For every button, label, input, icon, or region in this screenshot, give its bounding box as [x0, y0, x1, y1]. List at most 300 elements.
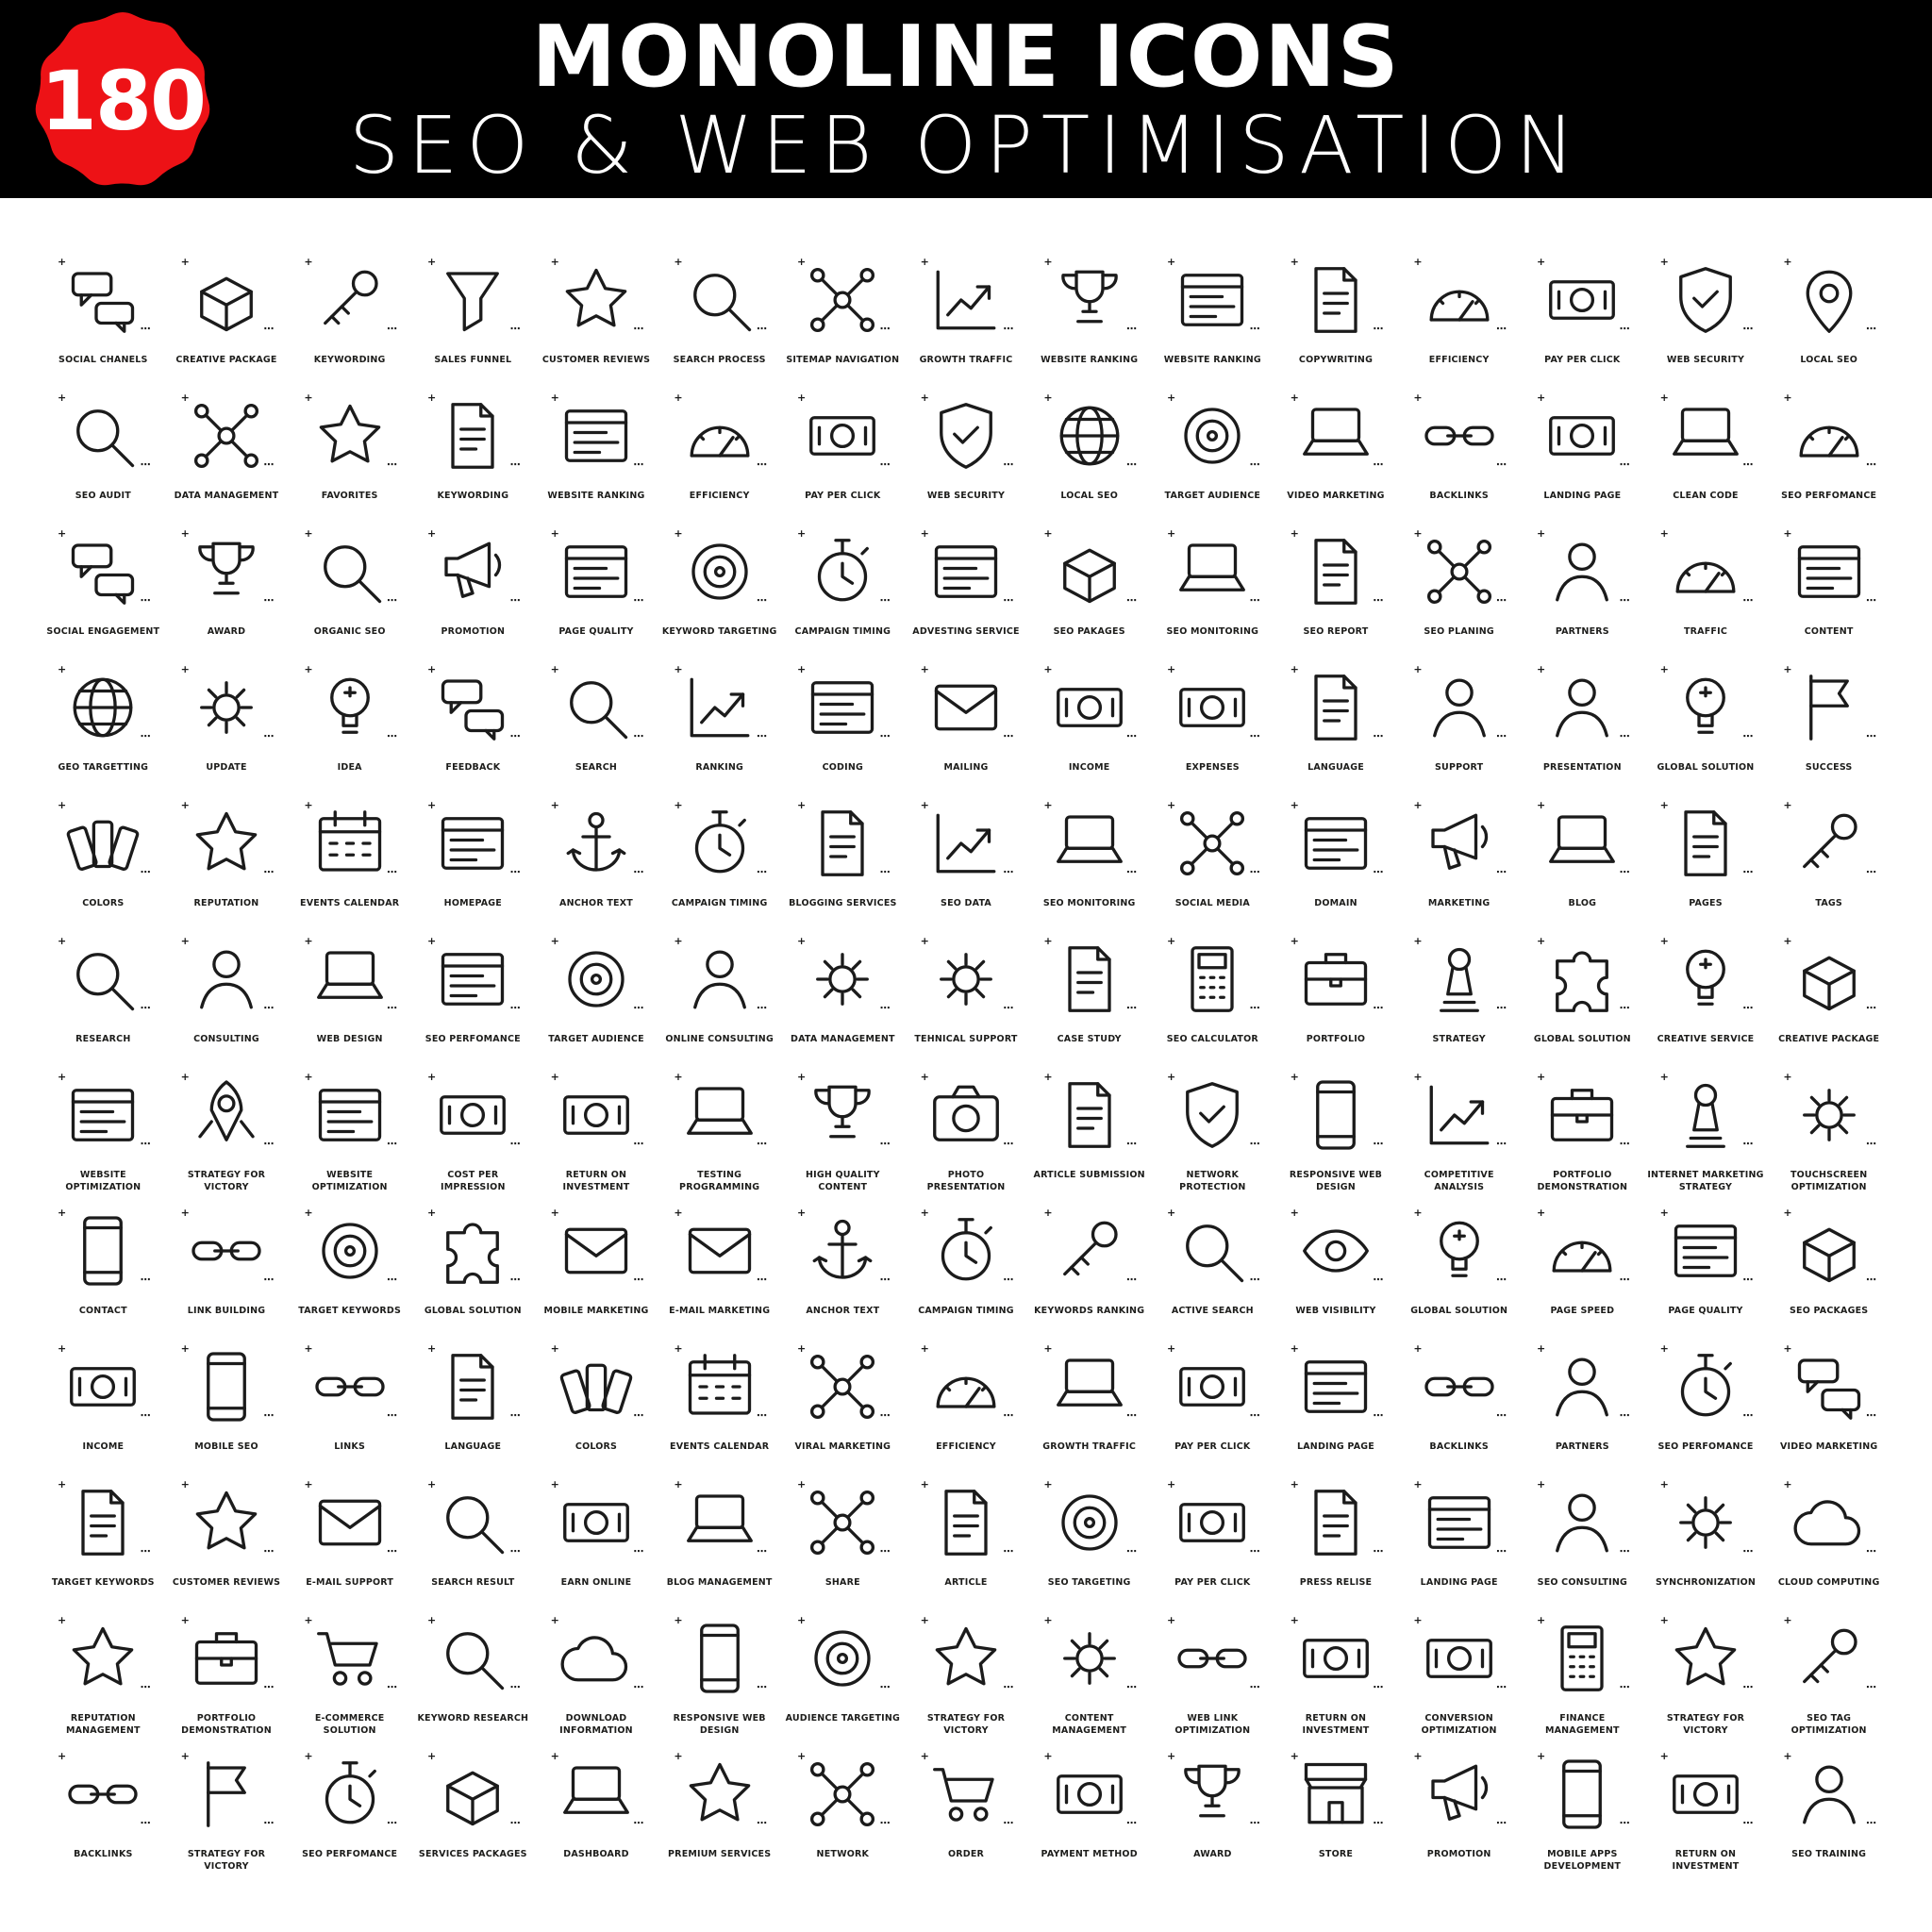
target-icon [660, 517, 778, 626]
icon-label: SITEMAP NAVIGATION [786, 355, 900, 365]
icon-label: AUDIENCE TARGETING [785, 1713, 901, 1724]
icon-cell [1027, 1740, 1151, 1875]
camera-icon [908, 1060, 1025, 1170]
browser-window-icon [414, 789, 532, 898]
icon-label: CLEAN CODE [1673, 491, 1739, 501]
icon-cell [1027, 1060, 1151, 1196]
icon-label: PORTFOLIO DEMONSTRATION [1537, 1170, 1628, 1192]
page-subtitle: SEO & WEB OPTIMISATION [348, 98, 1584, 192]
target-icon [291, 1196, 408, 1306]
icon-cell [1027, 517, 1151, 653]
icon-cell [1767, 1604, 1890, 1740]
icon-cell [1151, 381, 1274, 517]
icon-cell [905, 1468, 1028, 1604]
icon-label: LINKS [334, 1441, 366, 1452]
icon-label: WEBSITE RANKING [1163, 355, 1261, 365]
icon-cell [781, 381, 905, 517]
package-box-icon [1030, 517, 1148, 626]
laptop-icon [538, 1740, 656, 1849]
banknote-icon [538, 1060, 656, 1170]
icon-cell [288, 245, 411, 381]
person-icon [1524, 1332, 1641, 1441]
network-nodes-icon [784, 1740, 902, 1849]
icon-label: SEO DATA [941, 898, 991, 908]
icon-label: PROMOTION [441, 626, 506, 637]
speedometer-icon [908, 1332, 1025, 1441]
icon-cell [1274, 1468, 1398, 1604]
icon-label: PHOTO PRESENTATION [926, 1170, 1006, 1192]
icon-grid [0, 198, 1932, 1875]
megaphone-icon [414, 517, 532, 626]
icon-cell [1274, 381, 1398, 517]
icon-cell [1151, 1196, 1274, 1332]
icon-cell [905, 924, 1028, 1060]
icon-label: WEB LINK OPTIMIZATION [1174, 1713, 1251, 1736]
icon-label: KEYWORDS RANKING [1034, 1306, 1145, 1316]
icon-label: MAILING [943, 762, 989, 773]
icon-label: CREATIVE SERVICE [1657, 1034, 1755, 1044]
chain-link-icon [1400, 1332, 1518, 1441]
icon-label: STORE [1318, 1849, 1354, 1859]
package-box-icon [414, 1740, 532, 1849]
icon-cell [1521, 653, 1644, 789]
package-box-icon [168, 245, 286, 355]
icon-label: EXPENSES [1185, 762, 1240, 773]
icon-label: CREATIVE PACKAGE [175, 355, 277, 365]
icon-cell [1767, 1468, 1890, 1604]
icon-label: REPUTATION [193, 898, 259, 908]
icon-cell [42, 789, 165, 924]
icon-cell [1521, 1468, 1644, 1604]
icon-label: SEO PERFOMANCE [1657, 1441, 1754, 1452]
icon-cell [1397, 517, 1521, 653]
icon-cell [1767, 1060, 1890, 1196]
icon-label: MOBILE SEO [194, 1441, 258, 1452]
icon-label: E-MAIL MARKETING [669, 1306, 771, 1316]
icon-cell [288, 924, 411, 1060]
icon-label: INTERNET MARKETING STRATEGY [1647, 1170, 1764, 1192]
magnifier-icon [44, 924, 162, 1034]
icon-cell [781, 924, 905, 1060]
icon-cell [288, 653, 411, 789]
icon-cell [411, 1060, 535, 1196]
laptop-icon [1647, 381, 1765, 491]
icon-label: STRATEGY FOR VICTORY [1666, 1713, 1745, 1736]
icon-cell [1767, 653, 1890, 789]
icon-label: ACTIVE SEARCH [1171, 1306, 1254, 1316]
banknote-icon [1154, 1332, 1272, 1441]
icon-cell [1274, 517, 1398, 653]
browser-window-icon [1154, 245, 1272, 355]
key-icon [1770, 789, 1888, 898]
icon-label: PAY PER CLICK [805, 491, 881, 501]
icon-cell [1767, 924, 1890, 1060]
icon-label: TARGET AUDIENCE [1164, 491, 1261, 501]
banknote-icon [1400, 1604, 1518, 1713]
icon-label: SALES FUNNEL [434, 355, 512, 365]
icon-cell [1644, 1060, 1768, 1196]
calendar-icon [291, 789, 408, 898]
trophy-icon [1154, 1740, 1272, 1849]
chain-link-icon [1154, 1604, 1272, 1713]
icon-label: SEO PERFOMANCE [1781, 491, 1877, 501]
icon-cell [288, 1332, 411, 1468]
color-swatches-icon [538, 1332, 656, 1441]
speech-bubbles-icon [414, 653, 532, 762]
icon-label: GLOBAL SOLUTION [1657, 762, 1755, 773]
icon-cell [288, 1196, 411, 1332]
icon-cell [905, 1196, 1028, 1332]
icon-cell [905, 653, 1028, 789]
magnifier-icon [414, 1604, 532, 1713]
icon-cell [42, 1196, 165, 1332]
icon-label: RETURN ON INVESTMENT [562, 1170, 630, 1192]
icon-cell [1151, 653, 1274, 789]
icon-label: PAGES [1689, 898, 1723, 908]
badge-count: 180 [40, 54, 206, 149]
browser-window-icon [1400, 1468, 1518, 1577]
stopwatch-icon [660, 789, 778, 898]
icon-label: E-COMMERCE SOLUTION [314, 1713, 385, 1736]
icon-cell [411, 1332, 535, 1468]
banknote-icon [1154, 653, 1272, 762]
document-icon [414, 381, 532, 491]
icon-label: SEO PACKAGES [1789, 1306, 1869, 1316]
briefcase-icon [168, 1604, 286, 1713]
icon-cell [781, 1060, 905, 1196]
person-icon [1770, 1740, 1888, 1849]
icon-cell [1397, 1332, 1521, 1468]
banknote-icon [414, 1060, 532, 1170]
icon-label: KEYWORDING [437, 491, 509, 501]
icon-label: EFFICIENCY [936, 1441, 996, 1452]
speedometer-icon [1770, 381, 1888, 491]
icon-cell [1151, 1332, 1274, 1468]
icon-label: MOBILE APPS DEVELOPMENT [1543, 1849, 1622, 1872]
icon-cell [1151, 1604, 1274, 1740]
star-icon [168, 1468, 286, 1577]
icon-cell [165, 1332, 289, 1468]
laptop-icon [1154, 517, 1272, 626]
document-icon [1277, 653, 1395, 762]
icon-cell [1767, 245, 1890, 381]
gear-icon [1647, 1468, 1765, 1577]
icon-cell [1151, 1060, 1274, 1196]
icon-cell [1644, 1332, 1768, 1468]
icon-cell [288, 381, 411, 517]
icon-cell [165, 1604, 289, 1740]
icon-label: SOCIAL ENGAGEMENT [46, 626, 160, 637]
icon-cell [1274, 1740, 1398, 1875]
browser-window-icon [1277, 789, 1395, 898]
shield-icon [1647, 245, 1765, 355]
star-icon [660, 1740, 778, 1849]
icon-label: SEARCH RESULT [431, 1577, 515, 1588]
icon-cell [1274, 653, 1398, 789]
icon-label: TEHNICAL SUPPORT [914, 1034, 1018, 1044]
icon-cell [1644, 517, 1768, 653]
calendar-icon [660, 1332, 778, 1441]
icon-label: WEB SECURITY [926, 491, 1006, 501]
icon-label: EFFICIENCY [1428, 355, 1490, 365]
gear-icon [1030, 1604, 1148, 1713]
icon-label: STRATEGY FOR VICTORY [926, 1713, 1006, 1736]
icon-cell [535, 1060, 658, 1196]
icon-label: BACKLINKS [1429, 1441, 1489, 1452]
icon-label: COLORS [82, 898, 125, 908]
icon-cell [1767, 517, 1890, 653]
speech-bubbles-icon [44, 517, 162, 626]
banknote-icon [1030, 653, 1148, 762]
icon-cell [411, 245, 535, 381]
icon-label: RESPONSIVE WEB DESIGN [673, 1713, 766, 1736]
banknote-icon [1030, 1740, 1148, 1849]
storefront-icon [1277, 1740, 1395, 1849]
icon-label: CLOUD COMPUTING [1777, 1577, 1880, 1588]
icon-cell [781, 789, 905, 924]
envelope-icon [660, 1196, 778, 1306]
icon-cell [781, 1468, 905, 1604]
icon-label: ARTICLE SUBMISSION [1033, 1170, 1145, 1180]
person-icon [660, 924, 778, 1034]
document-icon [1277, 517, 1395, 626]
icon-label: LANGUAGE [444, 1441, 502, 1452]
icon-cell [781, 245, 905, 381]
icon-label: KEYWORD TARGETING [661, 626, 777, 637]
banknote-icon [1524, 381, 1641, 491]
icon-cell [1397, 789, 1521, 924]
growth-chart-icon [1400, 1060, 1518, 1170]
stopwatch-icon [908, 1196, 1025, 1306]
icon-label: CUSTOMER REVIEWS [172, 1577, 281, 1588]
icon-label: TARGET AUDIENCE [548, 1034, 644, 1044]
icon-label: TARGET KEYWORDS [298, 1306, 402, 1316]
icon-label: VIDEO MARKETING [1287, 491, 1385, 501]
banknote-icon [1277, 1604, 1395, 1713]
eye-icon [1277, 1196, 1395, 1306]
gear-icon [784, 924, 902, 1034]
network-nodes-icon [1154, 789, 1272, 898]
icon-cell [658, 1604, 781, 1740]
cloud-icon [538, 1604, 656, 1713]
icon-label: SEO REPORT [1303, 626, 1369, 637]
chain-link-icon [168, 1196, 286, 1306]
icon-label: FEEDBACK [445, 762, 501, 773]
document-icon [1277, 1468, 1395, 1577]
icon-label: KEYWORDING [313, 355, 386, 365]
icon-cell [1027, 245, 1151, 381]
icon-label: FINANCE MANAGEMENT [1544, 1713, 1620, 1736]
calculator-icon [1154, 924, 1272, 1034]
icon-cell [1644, 789, 1768, 924]
smartphone-icon [1524, 1740, 1641, 1849]
icon-label: WEBSITE OPTIMIZATION [65, 1170, 142, 1192]
icon-cell [1521, 1740, 1644, 1875]
briefcase-icon [1524, 1060, 1641, 1170]
smartphone-icon [44, 1196, 162, 1306]
icon-label: EVENTS CALENDAR [300, 898, 400, 908]
speedometer-icon [660, 381, 778, 491]
speech-bubbles-icon [44, 245, 162, 355]
icon-cell [1521, 789, 1644, 924]
chain-link-icon [291, 1332, 408, 1441]
trophy-icon [168, 517, 286, 626]
icon-cell [905, 1332, 1028, 1468]
icon-cell [1644, 1196, 1768, 1332]
icon-cell [781, 1604, 905, 1740]
speedometer-icon [1524, 1196, 1641, 1306]
laptop-icon [291, 924, 408, 1034]
icon-cell [905, 381, 1028, 517]
icon-cell [411, 924, 535, 1060]
document-icon [44, 1468, 162, 1577]
icon-cell [1151, 1468, 1274, 1604]
banknote-icon [1647, 1740, 1765, 1849]
icon-label: PAYMENT METHOD [1041, 1849, 1138, 1859]
network-nodes-icon [784, 1332, 902, 1441]
icon-label: GLOBAL SOLUTION [1410, 1306, 1508, 1316]
star-icon [44, 1604, 162, 1713]
chain-link-icon [44, 1740, 162, 1849]
icon-cell [535, 789, 658, 924]
icon-cell [781, 653, 905, 789]
icon-label: LINK BUILDING [187, 1306, 266, 1316]
cloud-icon [1770, 1468, 1888, 1577]
person-icon [1524, 1468, 1641, 1577]
icon-label: GROWTH TRAFFIC [919, 355, 1013, 365]
rocket-icon [168, 1060, 286, 1170]
icon-cell [658, 1740, 781, 1875]
icon-label: STRATEGY FOR VICTORY [187, 1849, 266, 1872]
person-icon [168, 924, 286, 1034]
document-icon [1277, 245, 1395, 355]
sales-funnel-icon [414, 245, 532, 355]
icon-label: CODING [822, 762, 864, 773]
icon-label: WEBSITE OPTIMIZATION [311, 1170, 388, 1192]
icon-cell [1274, 245, 1398, 381]
banknote-icon [538, 1468, 656, 1577]
magnifier-icon [538, 653, 656, 762]
icon-cell [905, 789, 1028, 924]
icon-label: BACKLINKS [74, 1849, 133, 1859]
icon-label: TAGS [1815, 898, 1842, 908]
package-box-icon [1770, 924, 1888, 1034]
trophy-icon [784, 1060, 902, 1170]
globe-icon [44, 653, 162, 762]
icon-cell [1397, 1060, 1521, 1196]
icon-label: COPYWRITING [1298, 355, 1374, 365]
icon-cell [905, 517, 1028, 653]
icon-label: VIRAL MARKETING [794, 1441, 891, 1452]
icon-label: DOMAIN [1314, 898, 1357, 908]
icon-label: EFFICIENCY [689, 491, 750, 501]
lightbulb-icon [291, 653, 408, 762]
icon-label: ARTICLE [944, 1577, 988, 1588]
icon-label: HOMEPAGE [443, 898, 502, 908]
icon-label: STRATEGY [1432, 1034, 1486, 1044]
icon-label: WEB SECURITY [1666, 355, 1745, 365]
icon-label: FAVORITES [321, 491, 378, 501]
icon-cell [658, 653, 781, 789]
icon-label: COST PER IMPRESSION [441, 1170, 506, 1192]
icon-label: INCOME [1068, 762, 1110, 773]
magnifier-icon [660, 245, 778, 355]
icon-cell [1521, 245, 1644, 381]
icon-label: TOUCHSCREEN OPTIMIZATION [1790, 1170, 1868, 1192]
icon-cell [1397, 1196, 1521, 1332]
icon-cell [535, 245, 658, 381]
icon-cell [1151, 924, 1274, 1060]
icon-cell [781, 1196, 905, 1332]
icon-label: NETWORK PROTECTION [1179, 1170, 1246, 1192]
chain-link-icon [1400, 381, 1518, 491]
network-nodes-icon [168, 381, 286, 491]
stopwatch-icon [784, 517, 902, 626]
icon-cell [1644, 653, 1768, 789]
icon-cell [658, 381, 781, 517]
laptop-icon [1277, 381, 1395, 491]
megaphone-icon [1400, 1740, 1518, 1849]
icon-label: CAMPAIGN TIMING [794, 626, 891, 637]
icon-cell [1521, 1604, 1644, 1740]
icon-cell [535, 381, 658, 517]
icon-cell [535, 1740, 658, 1875]
icon-cell [535, 517, 658, 653]
icon-cell [1521, 1332, 1644, 1468]
icon-label: EVENTS CALENDAR [670, 1441, 770, 1452]
magnifier-icon [291, 517, 408, 626]
icon-label: CONVERSION OPTIMIZATION [1421, 1713, 1497, 1736]
icon-cell [1151, 1740, 1274, 1875]
icon-cell [1274, 1196, 1398, 1332]
icon-cell [781, 1332, 905, 1468]
browser-window-icon [44, 1060, 162, 1170]
browser-window-icon [538, 381, 656, 491]
speedometer-icon [1647, 517, 1765, 626]
globe-icon [1030, 381, 1148, 491]
icon-cell [42, 924, 165, 1060]
icon-label: PAY PER CLICK [1174, 1441, 1251, 1452]
document-icon [784, 789, 902, 898]
icon-cell [1397, 245, 1521, 381]
document-icon [1647, 789, 1765, 898]
icon-cell [288, 789, 411, 924]
flag-icon [168, 1740, 286, 1849]
shopping-cart-icon [908, 1740, 1025, 1849]
icon-cell [1151, 789, 1274, 924]
icon-cell [1644, 1468, 1768, 1604]
icon-label: PREMIUM SERVICES [668, 1849, 772, 1859]
icon-cell [411, 1604, 535, 1740]
icon-label: SEO TARGETING [1047, 1577, 1131, 1588]
icon-cell [411, 1740, 535, 1875]
icon-cell [165, 1468, 289, 1604]
icon-label: RETURN ON INVESTMENT [1672, 1849, 1740, 1872]
icon-cell [535, 1196, 658, 1332]
map-pin-icon [1770, 245, 1888, 355]
icon-cell [1644, 1604, 1768, 1740]
icon-cell [905, 245, 1028, 381]
icon-cell [1521, 1196, 1644, 1332]
icon-label: VIDEO MARKETING [1779, 1441, 1878, 1452]
icon-label: ONLINE CONSULTING [665, 1034, 774, 1044]
icon-cell [1767, 381, 1890, 517]
target-icon [1154, 381, 1272, 491]
laptop-icon [660, 1060, 778, 1170]
icon-label: GEO TARGETTING [58, 762, 149, 773]
icon-label: SYNCHRONIZATION [1655, 1577, 1756, 1588]
icon-cell [165, 1196, 289, 1332]
